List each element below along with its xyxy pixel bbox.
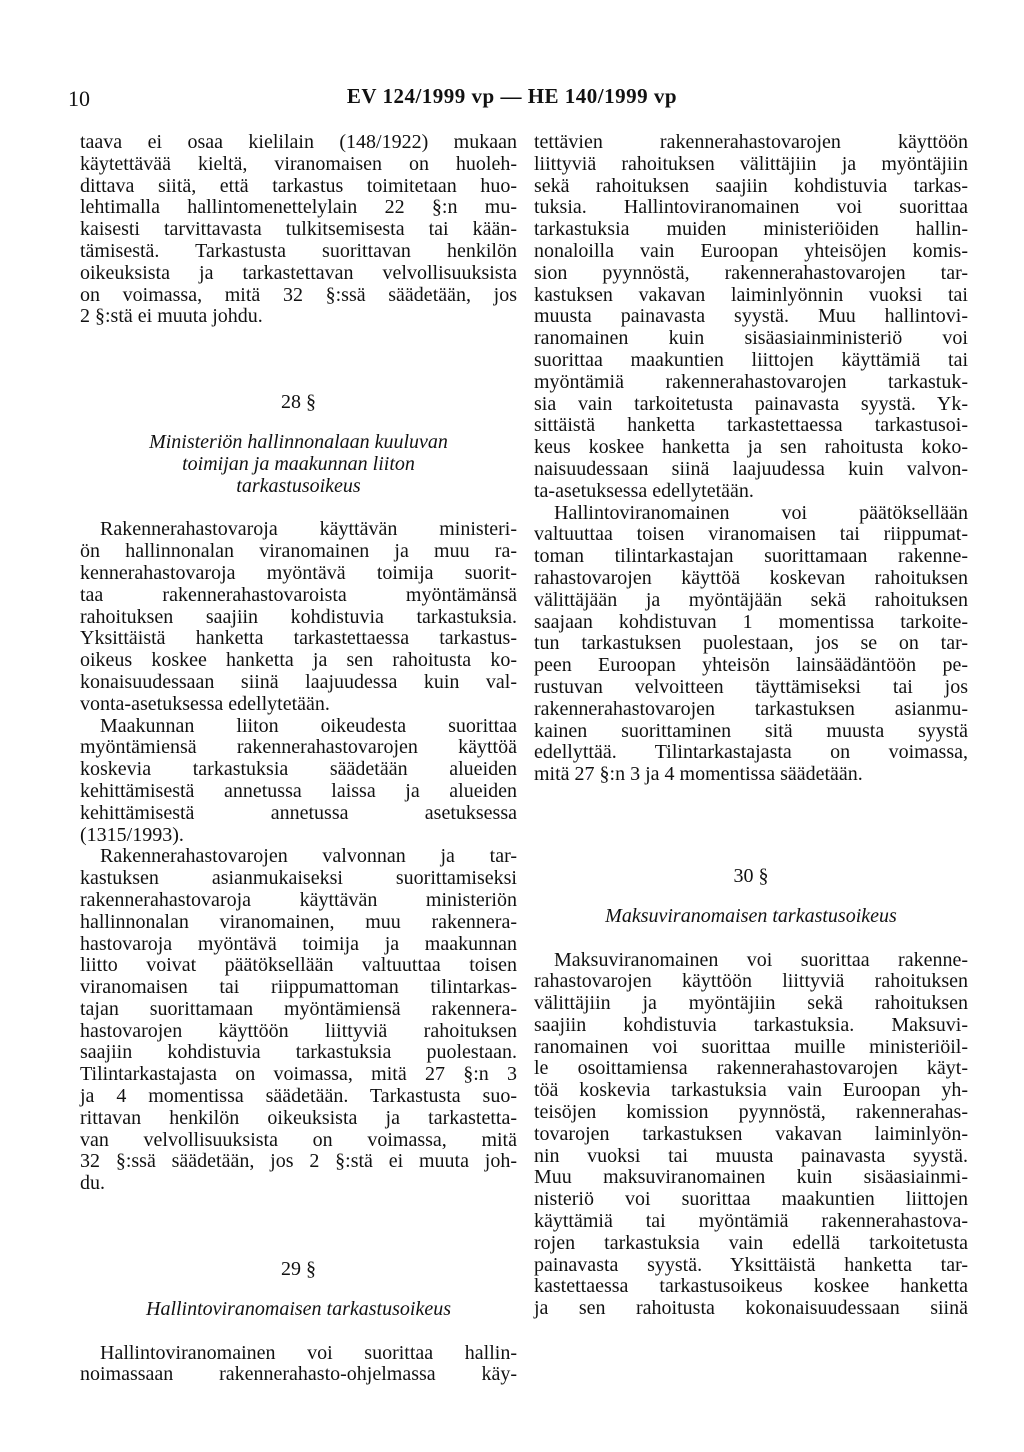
text-line: myöntämiä rakennerahastovarojen tarkastuk- — [534, 370, 968, 393]
text-line: sion pyynnöstä, rakennerahastovarojen tar- — [534, 261, 968, 284]
text-line: välittäjään ja myöntäjään sekä rahoituksen — [534, 588, 968, 611]
running-header: EV 124/1999 vp — HE 140/1999 vp — [346, 84, 678, 108]
section-number: 28 § — [281, 391, 316, 414]
text-line: vonta-asetuksessa edellytetään. — [80, 692, 330, 715]
text-line: tuksia. Hallintoviranomainen voi suorittaa — [534, 196, 968, 219]
text-line: naisuudessaan siinä laajuudessa kuin valvon- — [534, 457, 968, 480]
text-line: dittava siitä, että tarkastus toimitetaan huo- — [80, 174, 517, 197]
text-line: ja 4 momentissa säädetään. Tarkastusta suo- — [80, 1085, 517, 1108]
text-line: saajiin kohdistuvia tarkastuksia puolestaan. — [80, 1041, 517, 1064]
text-line: saajiin kohdistuvia tarkastuksia. Maksuvi- — [534, 1013, 968, 1036]
paragraph — [80, 519, 517, 715]
section-title-line: toimijan ja maakunnan liiton — [182, 452, 415, 475]
text-line: valtuuttaa toisen viranomaisen tai riippumat- — [534, 523, 968, 546]
text-line: rakennerahastovarojen tarkastuksen asianmu- — [534, 697, 968, 720]
text-line: rittavan henkilön oikeuksista ja tarkastetta- — [80, 1106, 517, 1129]
section-number: 29 § — [281, 1258, 316, 1281]
paragraph — [80, 716, 517, 847]
text-line: taava ei osaa kielilain (148/1922) mukaan — [80, 131, 517, 153]
text-line: ja sen rahoitusta kokonaisuudessaan siinä — [534, 1297, 968, 1320]
text-line: Rakennerahastovaroja käyttävän ministeri- — [100, 518, 517, 541]
text-line: konaisuudessaan siinä laajuudessa kuin val- — [80, 670, 517, 693]
text-line: hastovaroja myöntävä toimija ja maakunnan — [80, 932, 517, 955]
text-line: nonaloilla vain Euroopan yhteisöjen komis- — [534, 239, 968, 262]
text-line: ön hallinnonalan viranomainen ja muu ra- — [80, 540, 517, 563]
text-line: kehittämisestä annetussa laissa ja alueiden — [80, 779, 517, 802]
text-line: sia vain tarkoitetusta painavasta syystä. Yk- — [534, 392, 968, 415]
text-line: nin vuoksi tai muusta painavasta syystä. — [534, 1144, 968, 1167]
text-line: Muu maksuviranomainen kuin sisäasiainmi- — [534, 1166, 968, 1189]
section-title — [534, 906, 968, 928]
text-line: hastovarojen käyttöön liittyviä rahoituksen — [80, 1019, 517, 1042]
text-line: ta-asetuksessa edellytetään. — [534, 479, 754, 502]
text-line: saajaan kohdistuvan 1 momentissa tarkoite- — [534, 610, 968, 633]
text-line: kennerahastovaroja myöntävä toimija suorit- — [80, 561, 517, 584]
section-title-line: Ministeriön hallinnonalaan kuuluvan — [149, 430, 448, 453]
text-line: ranomainen voi suorittaa muille ministeriöil- — [534, 1035, 968, 1058]
text-line: taa rakennerahastovaroista myöntämänsä — [80, 583, 517, 606]
section-number: 30 § — [733, 864, 769, 887]
text-line: rahastovarojen käyttöön liittyviä rahoituksen — [534, 970, 968, 993]
text-line: lehtimalla hallintomenettelylain 22 §:n mu- — [80, 196, 517, 219]
text-line: muusta painavasta syystä. Muu hallintovi- — [534, 305, 968, 328]
text-line: Rakennerahastovarojen valvonnan ja tar- — [100, 845, 517, 868]
text-line: teisöjen komission pyynnöstä, rakennerahas- — [534, 1101, 968, 1124]
text-line: liitto voivat päätöksellään valtuuttaa toisen — [80, 954, 517, 977]
text-line: keus koskee hanketta ja sen rahoitusta koko- — [534, 436, 968, 459]
text-line: noimassaan rakennerahasto-ohjelmassa käy- — [80, 1363, 517, 1386]
paragraph — [80, 1343, 517, 1387]
text-line: kastuksen asianmukaiseksi suorittamiseksi — [80, 867, 517, 890]
text-line: sekä rahoituksen saajiin kohdistuvia tarkas- — [534, 174, 968, 197]
text-line: kainen suorittaminen sitä muusta syystä — [534, 719, 968, 742]
text-line: koskevia tarkastuksia säädetään alueiden — [80, 758, 517, 781]
text-line: rahoituksen saajiin kohdistuvia tarkastuksia. — [80, 605, 517, 628]
text-line: sittäistä hanketta tarkastettaessa tarkastusoi- — [534, 414, 968, 437]
text-line: tovarojen tarkastuksen vakavan laiminlyön- — [534, 1122, 968, 1145]
text-line: Yksittäistä hanketta tarkastettaessa tarkastus- — [80, 627, 517, 650]
text-line: van velvollisuuksista on voimassa, mitä — [80, 1128, 517, 1151]
text-line: suorittaa maakuntien liittojen käyttämiä tai — [534, 348, 968, 371]
text-line: tarkastuksia muiden ministeriöiden hallin- — [534, 218, 968, 241]
text-line: ranomainen kuin sisäasiainministeriö voi — [534, 327, 968, 350]
text-line: peen Euroopan yhteisön lainsäädäntöön pe- — [534, 654, 968, 677]
text-line: toman tilintarkastajan suorittamaan rakenne- — [534, 545, 968, 568]
section-title — [80, 432, 517, 497]
text-line: Maksuviranomainen voi suorittaa rakenne- — [554, 948, 968, 971]
text-line: on voimassa, mitä 32 §:ssä säädetään, jos — [80, 283, 517, 306]
text-line: le osoittamiensa rakennerahastovarojen käyt- — [534, 1057, 968, 1080]
text-line: töä koskevia tarkastuksia vain Euroopan yh- — [534, 1079, 968, 1102]
text-line: Tilintarkastajasta on voimassa, mitä 27 §:n 3 — [80, 1063, 517, 1086]
paragraph — [534, 132, 968, 503]
text-line: rojen tarkastuksia vain edellä tarkoitetusta — [534, 1231, 968, 1254]
text-line: kastuksen vakavan laiminlyönnin vuoksi tai — [534, 283, 968, 306]
text-line: kaisesti tarvittavasta tulkitsemisesta tai kään- — [80, 218, 517, 241]
paragraph — [534, 950, 968, 1321]
section-title-line: Maksuviranomaisen tarkastusoikeus — [605, 904, 897, 927]
page-number: 10 — [68, 86, 90, 111]
text-line: liittyviä rahoituksen välittäjiin ja myöntäjiin — [534, 152, 968, 175]
text-line: Hallintoviranomainen voi päätöksellään — [554, 501, 968, 524]
text-line: rakennerahastovaroja käyttävän ministeriön — [80, 888, 517, 911]
text-line: tun tarkastuksen puolestaan, jos se on tar- — [534, 632, 968, 655]
text-line: tajan suorittamaan myöntämiensä rakennera- — [80, 997, 517, 1020]
left-column — [80, 132, 517, 1386]
text-line: myöntämiensä rakennerahastovarojen käyttöä — [80, 736, 517, 759]
text-line: tettävien rakennerahastovarojen käyttöön — [534, 131, 968, 153]
text-line: 32 §:ssä säädetään, jos 2 §:stä ei muuta joh- — [80, 1150, 517, 1173]
text-line: oikeuksista ja tarkastettavan velvollisuuksista — [80, 261, 517, 284]
text-line: 2 §:stä ei muuta johdu. — [80, 305, 263, 328]
text-line: kehittämisestä annetussa asetuksessa — [80, 801, 517, 824]
text-line: käytettävää kieltä, viranomaisen on huoleh- — [80, 152, 517, 175]
section-title-line: Hallintoviranomaisen tarkastusoikeus — [146, 1297, 451, 1320]
text-line: viranomaisen tai riippumattoman tilintarkas- — [80, 976, 517, 999]
text-line: painavasta syystä. Yksittäistä hanketta tar- — [534, 1253, 968, 1276]
text-line: du. — [80, 1172, 105, 1195]
text-line: edellyttää. Tilintarkastajasta on voimassa, — [534, 741, 968, 764]
text-line: tämisestä. Tarkastusta suorittavan henkilön — [80, 239, 517, 262]
text-line: Maakunnan liiton oikeudesta suorittaa — [100, 714, 517, 737]
text-line: hallinnonalan viranomainen, muu rakennera- — [80, 910, 517, 933]
right-column — [534, 132, 968, 1320]
paragraph — [80, 846, 517, 1195]
text-line: välittäjiin ja myöntäjiin sekä rahoituksen — [534, 992, 968, 1015]
section-title — [80, 1299, 517, 1321]
text-line: käyttämiä tai myöntämiä rakennerahastova- — [534, 1210, 968, 1233]
paragraph — [534, 503, 968, 786]
paragraph — [80, 132, 517, 328]
section-title-line: tarkastusoikeus — [236, 474, 361, 497]
text-line: rustuvan velvoitteen täyttämiseksi tai jos — [534, 675, 968, 698]
text-line: oikeus koskee hanketta ja sen rahoitusta ko- — [80, 649, 517, 672]
text-line: nisteriö voi suorittaa maakuntien liittojen — [534, 1188, 968, 1211]
text-line: rahastovarojen käyttöä koskevan rahoituksen — [534, 566, 968, 589]
text-line: (1315/1993). — [80, 823, 184, 846]
text-line: Hallintoviranomainen voi suorittaa hallin- — [100, 1341, 517, 1364]
text-line: mitä 27 §:n 3 ja 4 momentissa säädetään. — [534, 763, 863, 786]
text-line: kastettaessa tarkastusoikeus koskee hanketta — [534, 1275, 968, 1298]
